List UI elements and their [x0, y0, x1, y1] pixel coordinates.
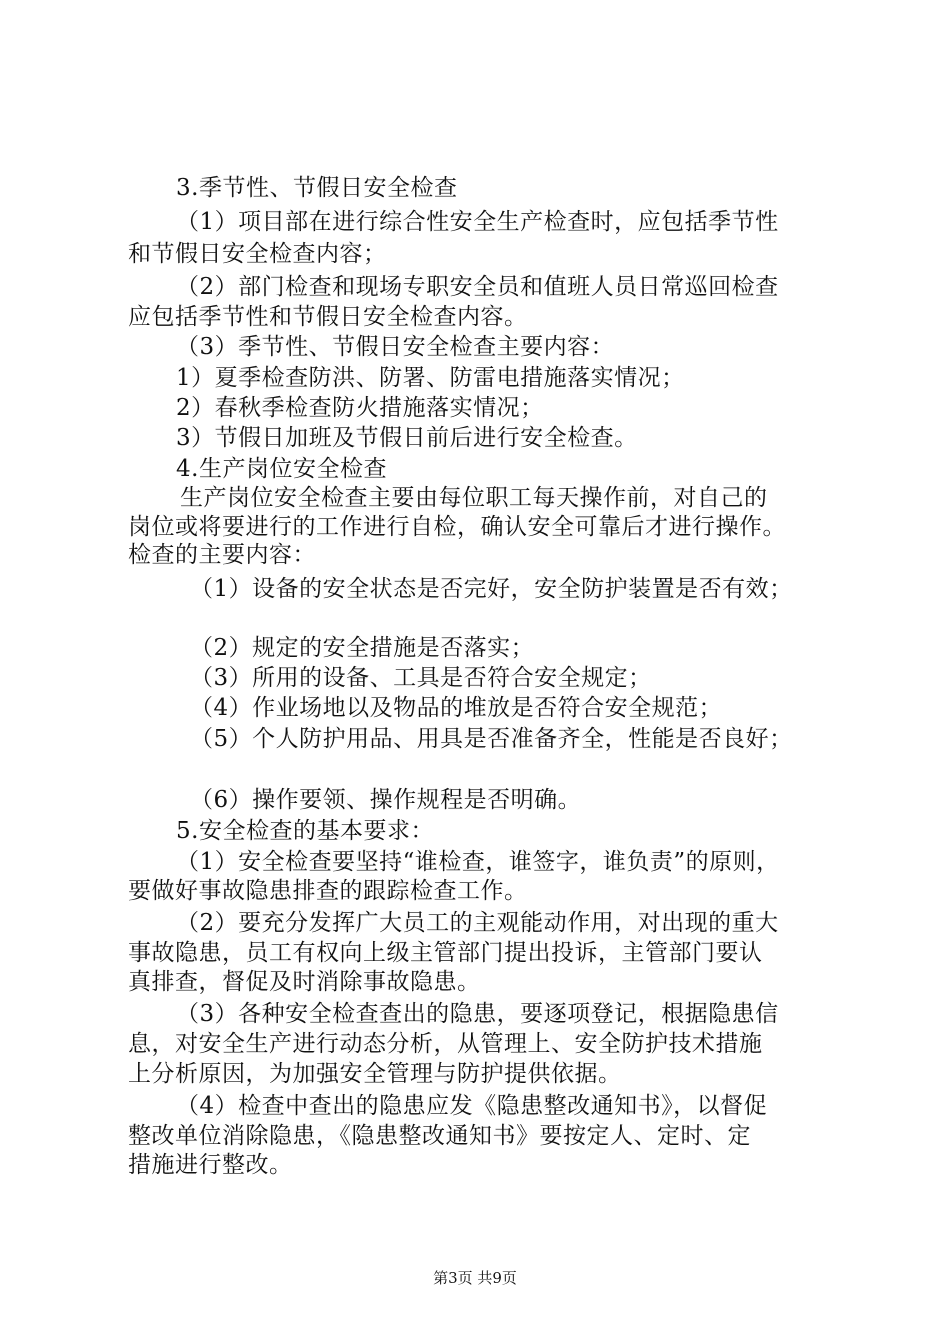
- paragraph-line: （2）要充分发挥广大员工的主观能动作用，对出现的重大: [176, 910, 779, 936]
- section-heading-post-check: 4.生产岗位安全检查: [176, 456, 387, 482]
- paragraph-line: （2）部门检查和现场专职安全员和值班人员日常巡回检查: [176, 274, 779, 300]
- paragraph-line: （4）检查中查出的隐患应发《隐患整改通知书》，以督促: [176, 1093, 768, 1119]
- paragraph-line: 要做好事故隐患排查的跟踪检查工作。: [128, 878, 528, 904]
- list-item: （2）规定的安全措施是否落实；: [190, 635, 535, 661]
- list-item: 1）夏季检查防洪、防署、防雷电措施落实情况；: [176, 365, 685, 391]
- list-item: （4）作业场地以及物品的堆放是否符合安全规范；: [190, 695, 723, 721]
- paragraph-line: （3）各种安全检查查出的隐患，要逐项登记，根据隐患信: [176, 1001, 779, 1027]
- paragraph-line: 上分析原因，为加强安全管理与防护提供依据。: [128, 1061, 622, 1087]
- paragraph-line: 息，对安全生产进行动态分析，从管理上、安全防护技术措施: [128, 1031, 763, 1057]
- list-item: （1）设备的安全状态是否完好，安全防护装置是否有效；: [190, 576, 793, 602]
- paragraph-line: 检查的主要内容：: [128, 542, 316, 568]
- page-number-footer: 第3页 共9页: [433, 1269, 517, 1287]
- list-item: 3）节假日加班及节假日前后进行安全检查。: [176, 425, 638, 451]
- paragraph-line: 岗位或将要进行的工作进行自检，确认安全可靠后才进行操作。: [128, 514, 786, 540]
- section-heading-basic-requirements: 5.安全检查的基本要求：: [176, 818, 434, 844]
- paragraph-line: 和节假日安全检查内容；: [128, 241, 387, 267]
- list-item: （3）所用的设备、工具是否符合安全规定；: [190, 665, 652, 691]
- paragraph-line: 生产岗位安全检查主要由每位职工每天操作前，对自己的: [180, 485, 768, 511]
- paragraph-line: （1）项目部在进行综合性安全生产检查时，应包括季节性: [176, 209, 779, 235]
- paragraph-line: 真排查，督促及时消除事故隐患。: [128, 969, 481, 995]
- paragraph-line: 应包括季节性和节假日安全检查内容。: [128, 304, 528, 330]
- list-item: （5）个人防护用品、用具是否准备齐全，性能是否良好；: [190, 726, 793, 752]
- paragraph-line: （3）季节性、节假日安全检查主要内容：: [176, 334, 615, 360]
- list-item: （6）操作要领、操作规程是否明确。: [190, 787, 582, 813]
- paragraph-line: 措施进行整改。: [128, 1152, 293, 1178]
- paragraph-line: 事故隐患，员工有权向上级主管部门提出投诉，主管部门要认: [128, 940, 763, 966]
- list-item: 2）春秋季检查防火措施落实情况；: [176, 395, 544, 421]
- paragraph-line: （1）安全检查要坚持“谁检查，谁签字，谁负责”的原则，: [176, 849, 780, 875]
- paragraph-line: 整改单位消除隐患，《隐患整改通知书》要按定人、定时、定: [128, 1123, 751, 1149]
- section-heading-seasonal-check: 3.季节性、节假日安全检查: [176, 175, 458, 201]
